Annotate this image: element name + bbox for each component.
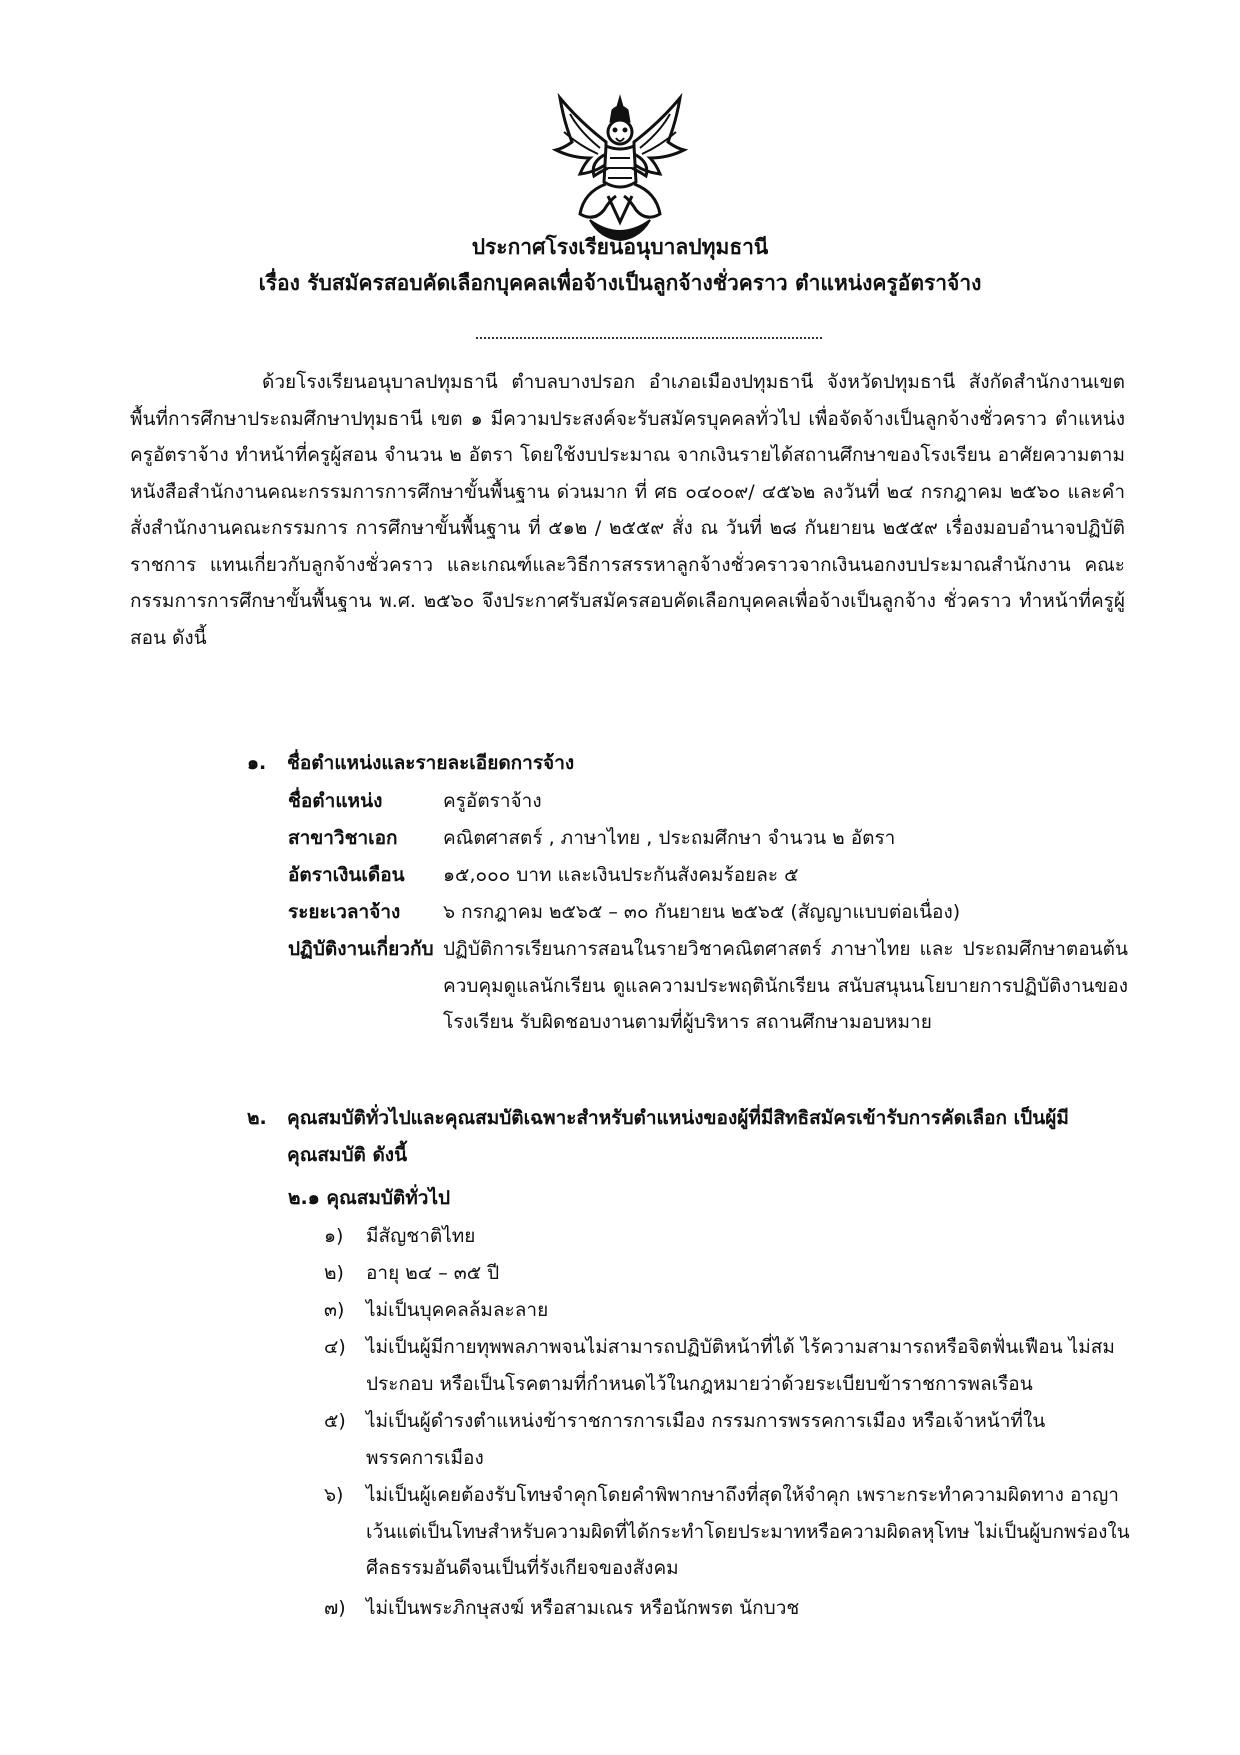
- list-item-text: ไม่เป็นผู้เคยต้องรับโทษจำคุกโดยคำพิพากษาถึงที่สุดให้จำคุก เพราะกระทำความผิดทาง อาญา เว้นแต่เป็นโทษสำหรับความผิดที่ได้กระทำโดยประมาทหรือความผิดลหุโทษ ไม่เป็นผู้บกพร่องในศีลธรรมอันดีจนเป็นที่รังเกียจของสังคม: [366, 1484, 1130, 1579]
- list-item-text: อายุ ๒๔ – ๓๕ ปี: [366, 1262, 500, 1284]
- detail-value: ๑๕,๐๐๐ บาท และเงินประกันสังคมร้อยละ ๕: [443, 864, 799, 886]
- detail-label: ปฏิบัติงานเกี่ยวกับ: [288, 938, 434, 960]
- list-item-number: ๕): [324, 1410, 346, 1432]
- list-item-text: ไม่เป็นผู้มีกายทุพพลภาพจนไม่สามารถปฏิบัติหน้าที่ได้ ไร้ความสามารถหรือจิตฟั่นเฟือน ไม่สมประกอบ หรือเป็นโรคตามที่กำหนดไว้ในกฎหมายว่าด้วยระเบียบข้าราชการพลเรือน: [366, 1336, 1115, 1395]
- announcement-title: ประกาศโรงเรียนอนุบาลปทุมธานี: [471, 235, 769, 259]
- list-item-number: ๒): [324, 1262, 344, 1284]
- detail-label: อัตราเงินเดือน: [288, 864, 405, 886]
- intro-paragraph-block: [130, 364, 1125, 656]
- list-item-number: ๑): [324, 1225, 344, 1247]
- announcement-subject: เรื่อง รับสมัครสอบคัดเลือกบุคคลเพื่อจ้างเป็นลูกจ้างชั่วคราว ตำแหน่งครูอัตราจ้าง: [258, 271, 982, 295]
- subsection-2-1-title: ๒.๑ คุณสมบัติทั่วไป: [288, 1187, 451, 1209]
- list-item-text: ไม่เป็นบุคคลล้มละลาย: [366, 1299, 549, 1321]
- detail-value: ครูอัตราจ้าง: [443, 790, 542, 812]
- list-item-text: ไม่เป็นผู้ดำรงตำแหน่งข้าราชการการเมือง กรรมการพรรคการเมือง หรือเจ้าหน้าที่ใน พรรคการเมือง: [366, 1410, 1046, 1469]
- list-item-number: ๖): [324, 1484, 344, 1506]
- list-item-text: มีสัญชาติไทย: [366, 1225, 476, 1247]
- garuda-emblem-icon: [550, 92, 690, 244]
- detail-value: ๖ กรกฎาคม ๒๕๖๕ – ๓๐ กันยายน ๒๕๖๕ (สัญญาแบบต่อเนื่อง): [443, 901, 961, 923]
- detail-value: คณิตศาสตร์ , ภาษาไทย , ประถมศึกษา จำนวน ๒ อัตรา: [443, 827, 896, 849]
- list-item-text: ไม่เป็นพระภิกษุสงฆ์ หรือสามเณร หรือนักพรต นักบวช: [366, 1597, 800, 1619]
- section-2-title: คุณสมบัติทั่วไปและคุณสมบัติเฉพาะสำหรับตำแหน่งของผู้ที่มีสิทธิสมัครเข้ารับการคัดเลือก เป็นผู้มีคุณสมบัติ ดังนี้: [287, 1107, 1069, 1166]
- section-2-number: ๒.: [247, 1107, 267, 1129]
- intro-paragraph: ด้วยโรงเรียนอนุบาลปทุมธานี ตำบลบางปรอก อำเภอเมืองปทุมธานี จังหวัดปทุมธานี สังกัดสำนักงานเขตพื้นที่การศึกษาประถมศึกษาปทุมธานี เขต ๑ มีความประสงค์จะรับสมัครบุคคลทั่วไป เพื่อจัดจ้างเป็นลูกจ้างชั่วคราว ตำแหน่ง ครูอัตราจ้าง ทำหน้าที่ครูผู้สอน จำนวน ๒ อัตรา โดยใช้งบประมาณ จากเงินรายได้สถานศึกษาของโรงเรียน อาศัยความตามหนังสือสำนักงานคณะกรรมการการศึกษาขั้นพื้นฐาน ด่วนมาก ที่ ศธ ๐๔๐๐๙/ ๔๕๖๒ ลงวันที่ ๒๔ กรกฎาคม ๒๕๖๐ และคำสั่งสำนักงานคณะกรรมการ การศึกษาขั้นพื้นฐาน ที่ ๕๑๒ / ๒๕๕๙ สั่ง ณ วันที่ ๒๘ กันยายน ๒๕๕๙ เรื่องมอบอำนาจปฏิบัติราชการ แทนเกี่ยวกับลูกจ้างชั่วคราว และเกณฑ์และวิธีการสรรหาลูกจ้างชั่วคราวจากเงินนอกงบประมาณสำนักงาน คณะกรรมการการศึกษาขั้นพื้นฐาน พ.ศ. ๒๕๖๐ จึงประกาศรับสมัครสอบคัดเลือกบุคคลเพื่อจ้างเป็นลูกจ้าง ชั่วคราว ทำหน้าที่ครูผู้สอน ดังนี้: [130, 371, 1125, 649]
- detail-label: สาขาวิชาเอก: [288, 827, 398, 849]
- section-1-title: ชื่อตำแหน่งและรายละเอียดการจ้าง: [287, 752, 575, 774]
- detail-value: ปฏิบัติการเรียนการสอนในรายวิชาคณิตศาสตร์ ภาษาไทย และ ประถมศึกษาตอนต้น ควบคุมดูแลนักเรียน ดูแลความประพฤตินักเรียน สนับสนุนนโยบายการปฏิบัติงานของโรงเรียน รับผิดชอบงานตามที่ผู้บริหาร สถานศึกษามอบหมาย: [443, 938, 1128, 1033]
- list-item-number: ๔): [324, 1336, 346, 1358]
- list-item-number: ๗): [324, 1597, 346, 1619]
- list-item-number: ๓): [324, 1299, 345, 1321]
- detail-label: ชื่อตำแหน่ง: [288, 790, 383, 812]
- detail-label: ระยะเวลาจ้าง: [288, 901, 401, 923]
- section-1-number: ๑.: [247, 752, 267, 774]
- header-divider: [476, 337, 822, 339]
